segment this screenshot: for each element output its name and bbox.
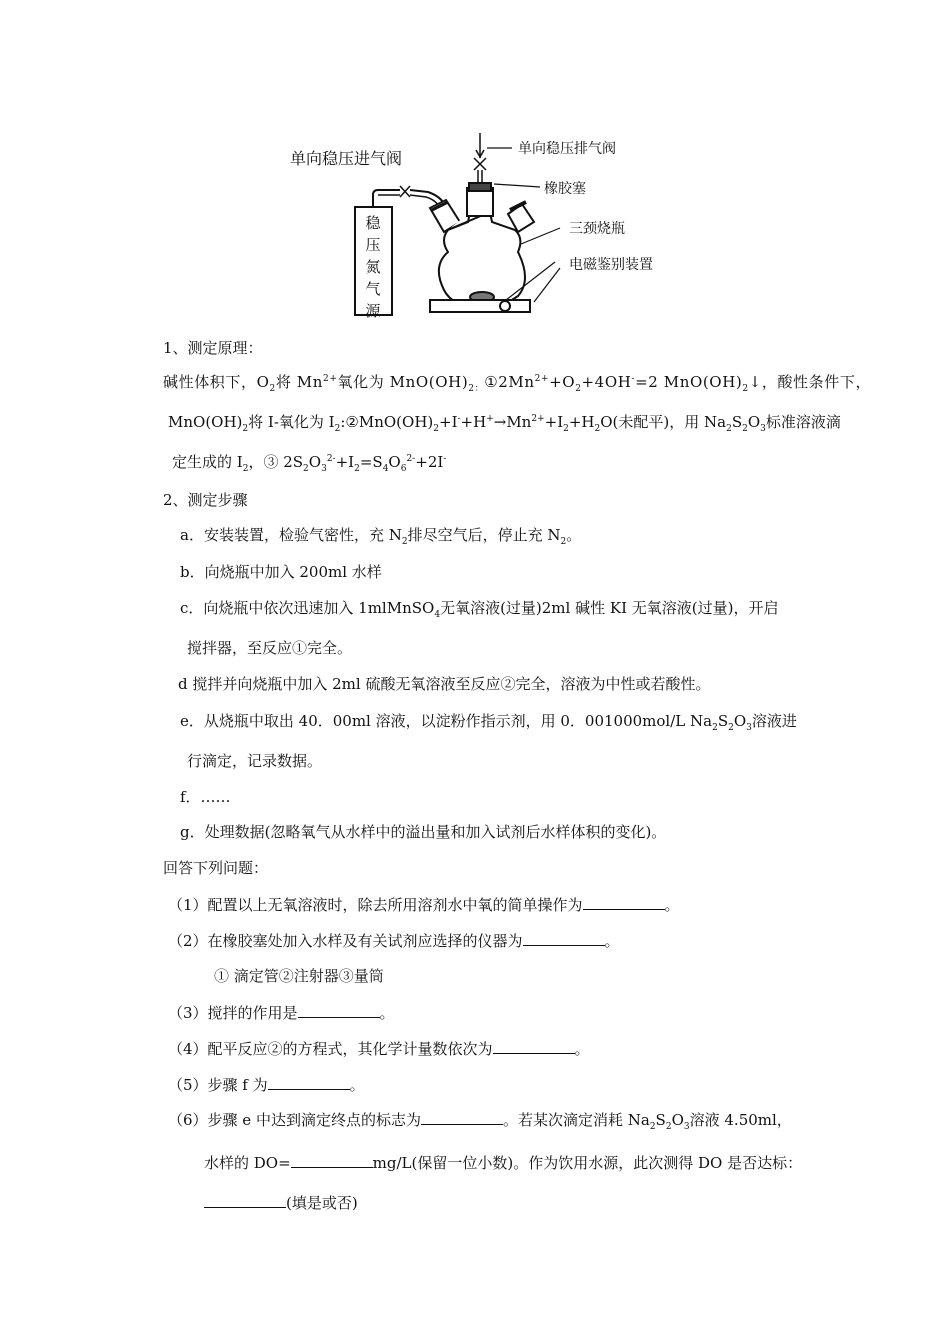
answer-blank[interactable] [291,1153,373,1168]
question-1: （1）配置以上无氧溶液时，除去所用溶剂水中氧的简单操作为 。 [168,896,680,914]
answer-blank[interactable] [523,931,605,946]
source-char: 压 [365,236,381,254]
answer-blank[interactable] [421,1110,503,1125]
source-char: 氮 [365,258,381,276]
principle-line-1: 碱性体积下，$O_2$将 $Mn^{2+}$氧化为 $MnO(OH)_{2:}①2Mn^{2+}+O_2+4OH^-=2$ $MnO(OH)_2↓$，酸性条件下， [163,373,872,394]
principle-line-2: $MnO(OH)_2$将 I-氧化为 $I_2:②MnO(OH)_2+I^-+H^+\to Mn^{2+}+I_2+H_2O$(未配平)，用 $Na_2S_2O_3$标准溶液滴 [168,413,841,434]
apparatus-diagram [0,0,950,330]
inlet-valve [400,186,410,197]
question-2-options: ① 滴定管②注射器③量筒 [214,967,384,985]
flask-label: 三颈烧瓶 [569,221,625,237]
step-d: d 搅拌并向烧瓶中加入 2ml 硫酸无氧溶液至反应②完全，溶液为中性或若酸性。 [178,675,711,693]
step-c: c．向烧瓶中依次迅速加入 1mlMnSO$_4$无氧溶液(过量)2ml 碱性 KI 无氧溶液(过量)，开启 [180,599,779,620]
center-neck [467,188,493,216]
source-char: 气 [365,280,381,298]
section1-title: 1、测定原理： [163,339,263,357]
question-6: （6）步骤 e 中达到滴定终点的标志为 。若某次滴定消耗 $Na_2S_2O_3$溶液 4.50ml， [168,1111,792,1132]
apparatus-drawing [0,0,950,330]
answer-blank[interactable] [204,1193,286,1208]
source-char: 源 [365,302,381,320]
outlet-valve [474,158,486,170]
outlet-valve-label: 单向稳压排气阀 [518,141,616,157]
step-a: a．安装装置，检验气密性，充 $N_2$排尽空气后，停止充 $N_2$。 [180,526,582,547]
stopper-label: 橡胶塞 [544,181,586,197]
step-g: g．处理数据(忽略氧气从水样中的溢出量和加入试剂后水样体积的变化)。 [180,823,667,841]
stirrer-label: 电磁鉴别装置 [569,257,653,273]
step-b: b．向烧瓶中加入 200ml 水样 [180,563,382,581]
step-f: f．…… [180,788,231,806]
answer-blank[interactable] [268,1075,350,1090]
nitrogen-source-label [364,212,382,322]
question-6-cont-2: (填是或否) [204,1193,358,1213]
question-3: （3）搅拌的作用是 。 [168,1004,395,1022]
question-4: （4）配平反应②的方程式，其化学计量数依次为 。 [168,1040,590,1058]
step-e: e．从烧瓶中取出 40．00ml 溶液，以淀粉作指示剂，用 0．001000mol/L $Na_2S_2O_3$溶液进 [180,712,797,733]
answer-blank[interactable] [298,1003,380,1018]
question-5: （5）步骤 f 为 。 [168,1076,365,1094]
question-6-cont: 水样的 DO= mg/L(保留一位小数)。作为饮用水源，此次测得 DO 是否达标： [204,1154,803,1172]
step-c-cont: 搅拌器，至反应①完全。 [187,639,353,657]
question-2: （2）在橡胶塞处加入水样及有关试剂应选择的仪器为 。 [168,932,620,950]
inlet-valve-label: 单向稳压进气阀 [290,149,403,168]
principle-line-3: 定生成的 $I_2$，③ $2S_2O_3^{2-}+I_2=S_4O_6^{2-}+2I^-$ [172,453,447,474]
questions-title: 回答下列问题： [163,859,269,877]
answer-blank[interactable] [583,895,665,910]
source-char: 稳 [365,214,381,232]
answer-blank[interactable] [493,1039,575,1054]
stirrer-plate [430,300,530,312]
step-e-cont: 行滴定，记录数据。 [187,752,323,770]
section2-title: 2、测定步骤 [163,491,248,509]
inlet-pipe [373,190,400,207]
